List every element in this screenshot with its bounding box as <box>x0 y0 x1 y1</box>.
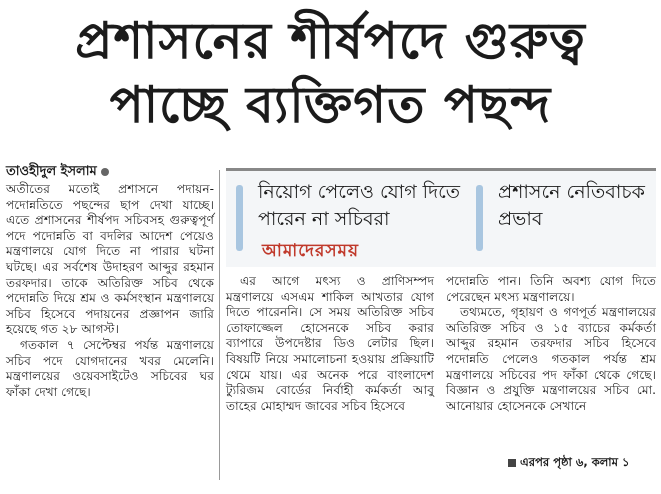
highlight-left-text: নিয়োগ পেলেও যোগ দিতে পারেন না সচিবরা <box>258 181 460 230</box>
author-name: তাওহীদুল ইসলাম <box>6 164 97 179</box>
continued-text: এরপর পৃষ্ঠা ৬, কলাম ১ <box>520 455 630 469</box>
highlight-right <box>476 179 646 233</box>
highlight-bar-icon <box>476 185 483 251</box>
highlight-bar-icon <box>236 185 243 251</box>
logo-part-1: আমাদের <box>262 241 326 261</box>
headline-line-1: প্রশাসনের শীর্ষপদে গুরুত্ব <box>75 12 586 70</box>
article-column-2 <box>226 274 434 414</box>
logo-part-2: সময় <box>325 241 359 261</box>
highlight-right-text: প্রশাসনে নেতিবাচক প্রভাব <box>498 181 645 230</box>
article-column-3 <box>446 274 656 414</box>
byline-bullet-icon <box>101 168 109 176</box>
article-column-1 <box>6 182 214 400</box>
paragraph: এর আগে মৎস্য ও প্রাণিসম্পদ মন্ত্রণালয়ে এসএম শাকিল আখতার যোগ দিতে পারেননি। সে সময় অতিরিক্ত সচিব তোফাজ্জেল হোসেনকে সচিব করার ব্যাপারে উপদেষ্টার ডিও লেটার ছিল। বিষয়টি নিয়ে সমালোচনা হওয়ায় প্রক্রিয়াটি থেমে যায়। এর অনেক পরে বাংলাদেশ ট্যুরিজম বোর্ডের নির্বাহী কর্মকর্তা আবু তাহের মোহাম্মদ জাবের সচিব হিসেবে <box>226 274 434 413</box>
paragraph: অতীতের মতোই প্রশাসনে পদায়ন-পদোন্নতিতে পছন্দের ছাপ দেখা যাচ্ছে। এতে প্রশাসনের শীর্ষপদ সচিবসহ গুরুত্বপূর্ণ পদে পদোন্নতি বা বদলির আদেশ পেয়েও মন্ত্রণালয়ে যোগ দিতে না পারার ঘটনা ঘটছে। এর সর্বশেষ উদাহরণ আব্দুর রহমান তরফদার। তাকে অতিরিক্ত সচিব থেকে পদোন্নতি দিয়ে শ্রম ও কর্মসংস্থান মন্ত্রণালয়ে সচিব হিসেবে পদায়নের প্রজ্ঞাপন জারি হয়েছে গত ২৮ আগস্ট। <box>6 182 214 337</box>
continued-on <box>508 454 630 473</box>
headline-line-2: পাচ্ছে ব্যক্তিগত পছন্দ <box>109 76 552 134</box>
square-bullet-icon <box>508 459 516 467</box>
column-divider <box>219 170 220 480</box>
newspaper-logo <box>262 238 359 266</box>
paragraph: গতকাল ৭ সেপ্টেম্বর পর্যন্ত মন্ত্রণালয়ে সচিব পদে যোগদানের খবর মেলেনি। মন্ত্রণালয়ের ওয়েবসাইটেও সচিবের ঘর ফাঁকা দেখা গেছে। <box>6 337 214 399</box>
paragraph: পদোন্নতি পান। তিনি অবশ্য যোগ দিতে পেরেছেন মৎস্য মন্ত্রণালয়ে। <box>446 274 656 304</box>
byline <box>6 162 109 183</box>
paragraph: তথ্যমতে, গৃহায়ণ ও গণপূর্ত মন্ত্রণালয়ের অতিরিক্ত সচিব ও ১৫ ব্যাচের কর্মকর্তা আব্দুর রহমান তরফদার সচিব হিসেবে পদোন্নতি পেলেও গতকাল পর্যন্ত শ্রম মন্ত্রণালয়ে সচিবের পদ ফাঁকা থেকে গেছে। বিজ্ঞান ও প্রযুক্তি মন্ত্রণালয়ের সচিব মো. আনোয়ার হোসেনকে সেখানে <box>446 305 656 413</box>
highlight-left <box>236 179 466 233</box>
